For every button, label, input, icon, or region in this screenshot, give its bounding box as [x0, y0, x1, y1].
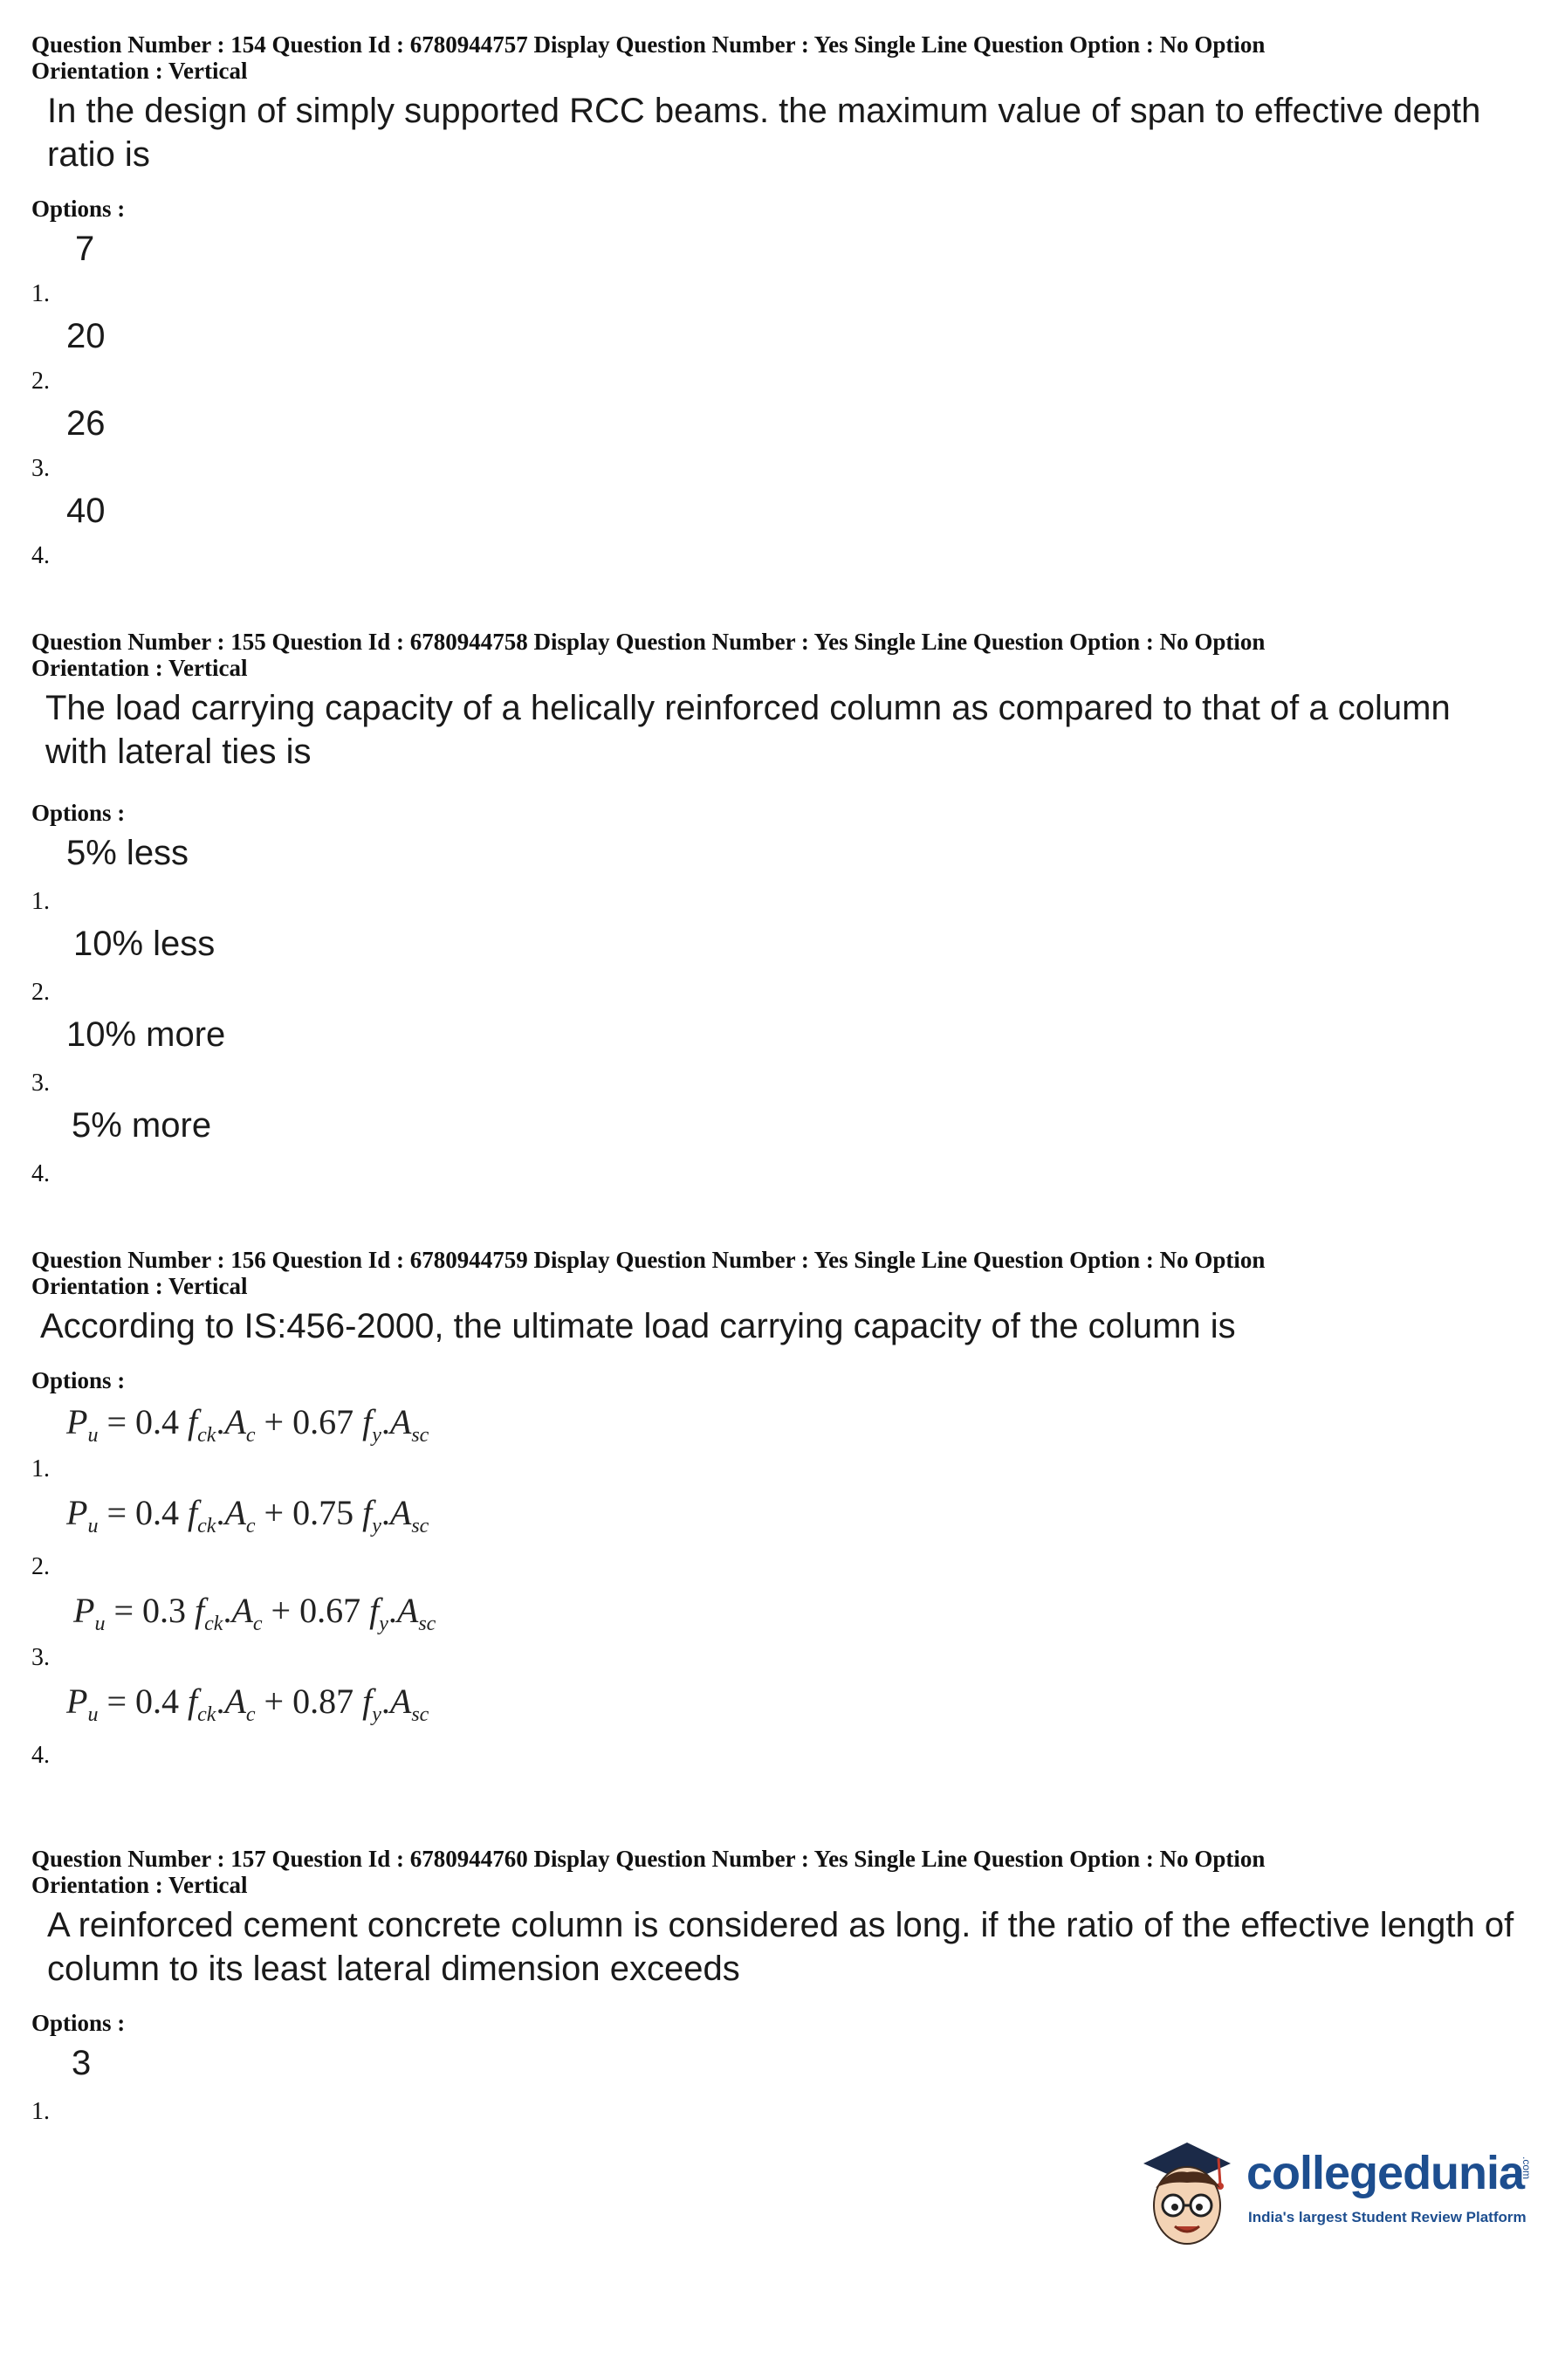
logo-brand-text: collegedunia [1246, 2147, 1525, 2199]
options-label: Options : [31, 2010, 126, 2036]
option-number: 4. [31, 1742, 50, 1769]
option-4 [31, 1099, 1515, 1190]
options-label: Options : [31, 196, 126, 222]
option-formula: $P_u = 0.4$ $f_{ck}.A_c + 0.75$ $f_y.A_{sc}$ [66, 1493, 429, 1537]
option-number: 1. [31, 280, 50, 307]
option-number: 1. [31, 888, 50, 915]
option-text: 5% less [66, 834, 189, 872]
question-meta: Question Number : 156 Question Id : 6780944759 Display Question Number : Yes Single Line Question Option : No Option [31, 1247, 1266, 1273]
formula-coef-steel: 0.87 [292, 1682, 354, 1721]
question-155 [31, 629, 1515, 1190]
option-1 [31, 1394, 1515, 1485]
question-meta: Question Number : 155 Question Id : 6780944758 Display Question Number : Yes Single Line Question Option : No Option [31, 629, 1266, 655]
option-formula: $P_u = 0.4$ $f_{ck}.A_c + 0.67$ $f_y.A_{sc}$ [66, 1402, 429, 1447]
option-4 [31, 485, 1515, 572]
option-number: 2. [31, 979, 50, 1006]
question-meta-orientation: Orientation : Vertical [31, 655, 248, 681]
option-2 [31, 918, 1515, 1008]
option-3 [31, 1008, 1515, 1099]
option-number: 1. [31, 1455, 50, 1482]
option-1 [31, 2037, 1515, 2128]
question-stem: In the design of simply supported RCC beams. the maximum value of span to effective depth ratio is [47, 92, 1481, 174]
option-formula: $P_u = 0.4$ $f_{ck}.A_c + 0.87$ $f_y.A_{sc}$ [66, 1682, 429, 1726]
option-text: 7 [75, 230, 95, 268]
formula-coef-steel: 0.67 [292, 1402, 354, 1441]
option-number: 3. [31, 1644, 50, 1671]
logo-domain-suffix: .com [1520, 2156, 1533, 2180]
option-text: 3 [72, 2044, 92, 2082]
question-meta-orientation: Orientation : Vertical [31, 58, 248, 84]
option-4 [31, 1674, 1515, 1771]
options-label: Options : [31, 800, 126, 826]
option-3 [31, 1583, 1515, 1674]
formula-coef-concrete: 0.4 [135, 1682, 179, 1721]
formula-coef-concrete: 0.3 [142, 1591, 186, 1630]
option-formula: $P_u = 0.3$ $f_{ck}.A_c + 0.67$ $f_y.A_{sc}$ [73, 1591, 436, 1635]
question-meta: Question Number : 157 Question Id : 6780944760 Display Question Number : Yes Single Line Question Option : No Option [31, 1846, 1266, 1872]
option-3 [31, 397, 1515, 485]
option-number: 2. [31, 1553, 50, 1580]
question-meta: Question Number : 154 Question Id : 6780944757 Display Question Number : Yes Single Line Question Option : No Option [31, 31, 1266, 58]
option-text: 40 [66, 492, 106, 530]
formula-coef-steel: 0.75 [292, 1493, 354, 1532]
question-meta-orientation: Orientation : Vertical [31, 1872, 248, 1898]
question-stem: A reinforced cement concrete column is considered as long. if the ratio of the effective length of column to its least lateral dimension exceeds [47, 1906, 1514, 1988]
option-text: 20 [66, 317, 106, 355]
question-meta-orientation: Orientation : Vertical [31, 1273, 248, 1299]
formula-coef-concrete: 0.4 [135, 1493, 179, 1532]
formula-coef-concrete: 0.4 [135, 1402, 179, 1441]
collegedunia-logo [1135, 2130, 1536, 2253]
question-157 [31, 1846, 1515, 2128]
option-number: 3. [31, 455, 50, 482]
question-154 [31, 31, 1515, 572]
question-stem: According to IS:456-2000, the ultimate load carrying capacity of the column is [40, 1307, 1236, 1345]
option-text: 10% more [66, 1015, 226, 1054]
mascot-icon [1135, 2130, 1239, 2253]
option-2 [31, 1485, 1515, 1583]
option-number: 3. [31, 1070, 50, 1097]
formula-coef-steel: 0.67 [299, 1591, 361, 1630]
options-label: Options : [31, 1367, 126, 1393]
option-text: 5% more [72, 1106, 212, 1145]
option-text: 26 [66, 404, 106, 443]
option-number: 1. [31, 2098, 50, 2125]
option-number: 4. [31, 1160, 50, 1187]
option-number: 4. [31, 542, 50, 569]
logo-tagline: India's largest Student Review Platform [1248, 2209, 1527, 2225]
option-1 [31, 827, 1515, 918]
option-1 [31, 223, 1515, 310]
question-156 [31, 1247, 1515, 1771]
question-stem: The load carrying capacity of a helically reinforced column as compared to that of a column with lateral ties is [45, 689, 1451, 771]
option-text: 10% less [73, 925, 216, 963]
option-2 [31, 310, 1515, 397]
option-number: 2. [31, 368, 50, 395]
